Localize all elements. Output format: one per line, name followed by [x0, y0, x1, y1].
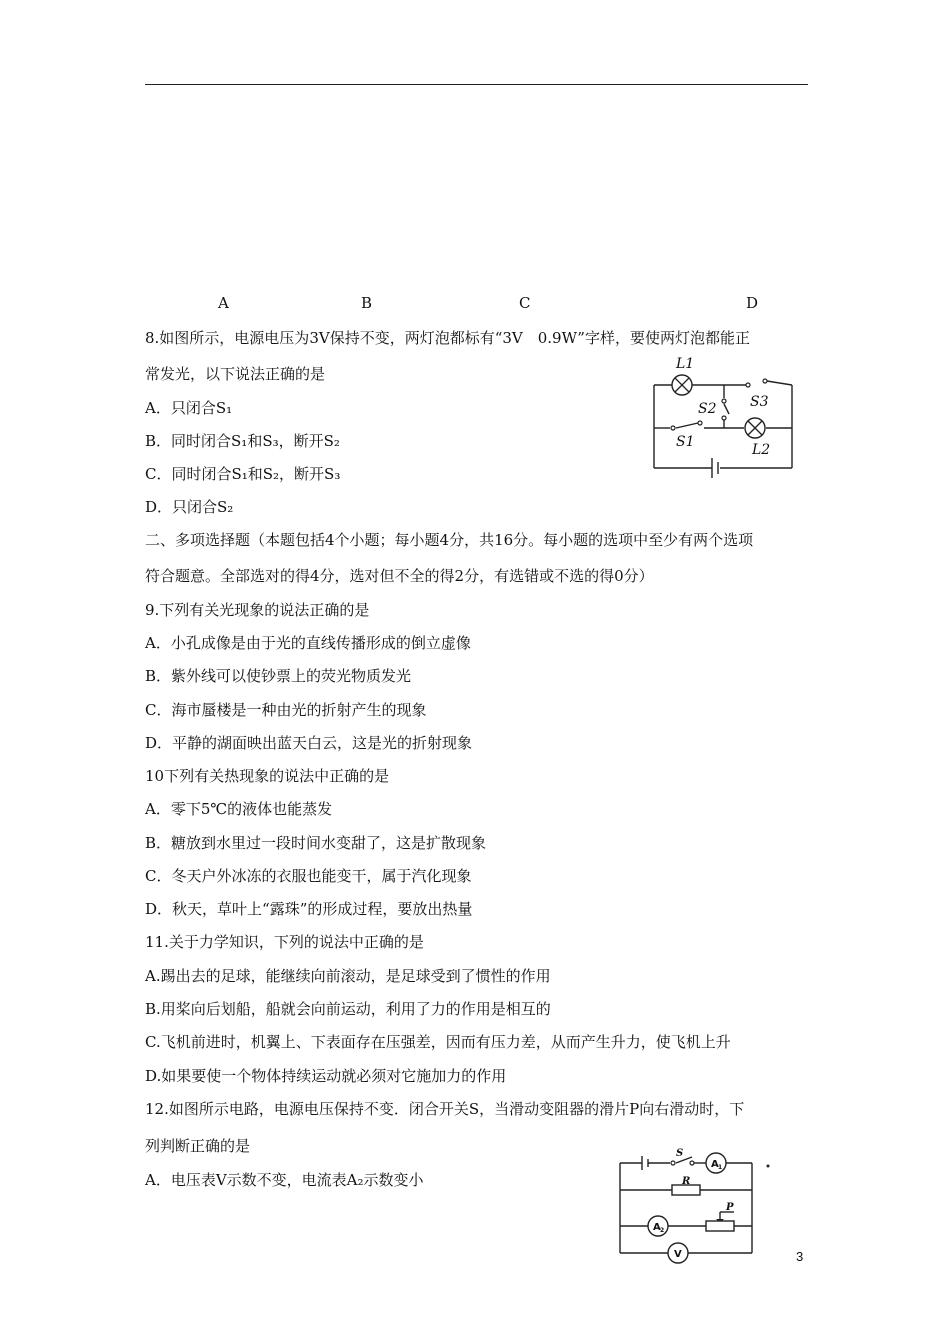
section-2-heading-line-1: 二、多项选择题（本题包括4个小题；每小题4分，共16分。每小题的选项中至少有两个选项 — [145, 531, 754, 549]
option-label-a: A — [218, 294, 229, 312]
q8-option-d: D．只闭合S₂ — [145, 498, 234, 516]
header-rule — [145, 84, 808, 85]
label-s1: S1 — [676, 434, 695, 450]
label-s2: S2 — [698, 401, 717, 417]
label-ammeter-a2: A — [653, 1222, 661, 1233]
section-2-heading-line-2: 符合题意。全部选对的得4分，选对但不全的得2分，有选错或不选的得0分） — [145, 567, 654, 585]
previous-question-option-labels — [0, 294, 950, 316]
q9-option-d: D．平静的湖面映出蓝天白云，这是光的折射现象 — [145, 734, 473, 752]
q10-option-d: D．秋天，草叶上“露珠”的形成过程，要放出热量 — [145, 900, 473, 918]
q9-stem: 9.下列有关光现象的说法正确的是 — [145, 601, 370, 619]
label-ammeter-a2-sub: 2 — [660, 1227, 665, 1234]
label-l2: L2 — [752, 442, 771, 458]
label-slider-p: P — [726, 1202, 734, 1213]
q11-option-d: D.如果要使一个物体持续运动就必须对它施加力的作用 — [145, 1067, 507, 1085]
q8-stem-line-2: 常发光，以下说法正确的是 — [145, 365, 326, 383]
label-ammeter-a1-sub: 1 — [718, 1164, 723, 1171]
q10-option-a: A．零下5℃的液体也能蒸发 — [145, 800, 333, 818]
label-s3: S3 — [750, 394, 769, 410]
q8-circuit-diagram — [640, 350, 810, 480]
q8-option-c: C．同时闭合S₁和S₂，断开S₃ — [145, 465, 341, 483]
label-switch-s: S — [676, 1148, 684, 1159]
q9-option-b: B．紫外线可以使钞票上的荧光物质发光 — [145, 667, 412, 685]
q10-stem: 10下列有关热现象的说法中正确的是 — [145, 767, 390, 785]
option-label-c: C — [519, 294, 531, 312]
q8-stem-line-1: 8.如图所示，电源电压为3V保持不变，两灯泡都标有“3V 0.9W”字样，要使两灯泡都能正 — [145, 329, 750, 347]
q11-stem: 11.关于力学知识，下列的说法中正确的是 — [145, 933, 424, 951]
label-resistor-r: R — [682, 1176, 691, 1187]
q10-option-b: B．糖放到水里过一段时间水变甜了，这是扩散现象 — [145, 834, 487, 852]
option-label-b: B — [361, 294, 373, 312]
q9-option-c: C．海市蜃楼是一种由光的折射产生的现象 — [145, 701, 427, 719]
q12-option-a: A．电压表V示数不变，电流表A₂示数变小 — [145, 1171, 424, 1189]
q12-circuit-diagram — [610, 1148, 780, 1268]
q10-option-c: C．冬天户外冰冻的衣服也能变干，属于汽化现象 — [145, 867, 472, 885]
stray-dot-mark — [767, 1165, 770, 1168]
lamp-l1-icon — [672, 375, 692, 395]
q11-option-c: C.飞机前进时，机翼上、下表面存在压强差，因而有压力差，从而产生升力，使飞机上升 — [145, 1033, 731, 1051]
q9-option-a: A．小孔成像是由于光的直线传播形成的倒立虚像 — [145, 634, 471, 652]
q12-stem-line-2: 列判断正确的是 — [145, 1137, 251, 1155]
label-l1: L1 — [676, 356, 695, 372]
option-label-d: D — [746, 294, 759, 312]
label-ammeter-a1: A — [711, 1159, 719, 1170]
lamp-l2-icon — [745, 418, 765, 438]
q8-option-b: B．同时闭合S₁和S₃，断开S₂ — [145, 432, 340, 450]
q11-option-b: B.用桨向后划船，船就会向前运动，利用了力的作用是相互的 — [145, 1000, 551, 1018]
page-number: 3 — [796, 1249, 804, 1264]
rheostat-icon — [706, 1221, 734, 1231]
q12-stem-line-1: 12.如图所示电路，电源电压保持不变．闭合开关S，当滑动变阻器的滑片P向右滑动时，下 — [145, 1100, 745, 1118]
label-voltmeter-v: V — [674, 1249, 682, 1260]
q11-option-a: A.踢出去的足球，能继续向前滚动，是足球受到了惯性的作用 — [145, 967, 551, 985]
q8-option-a: A．只闭合S₁ — [145, 399, 233, 417]
